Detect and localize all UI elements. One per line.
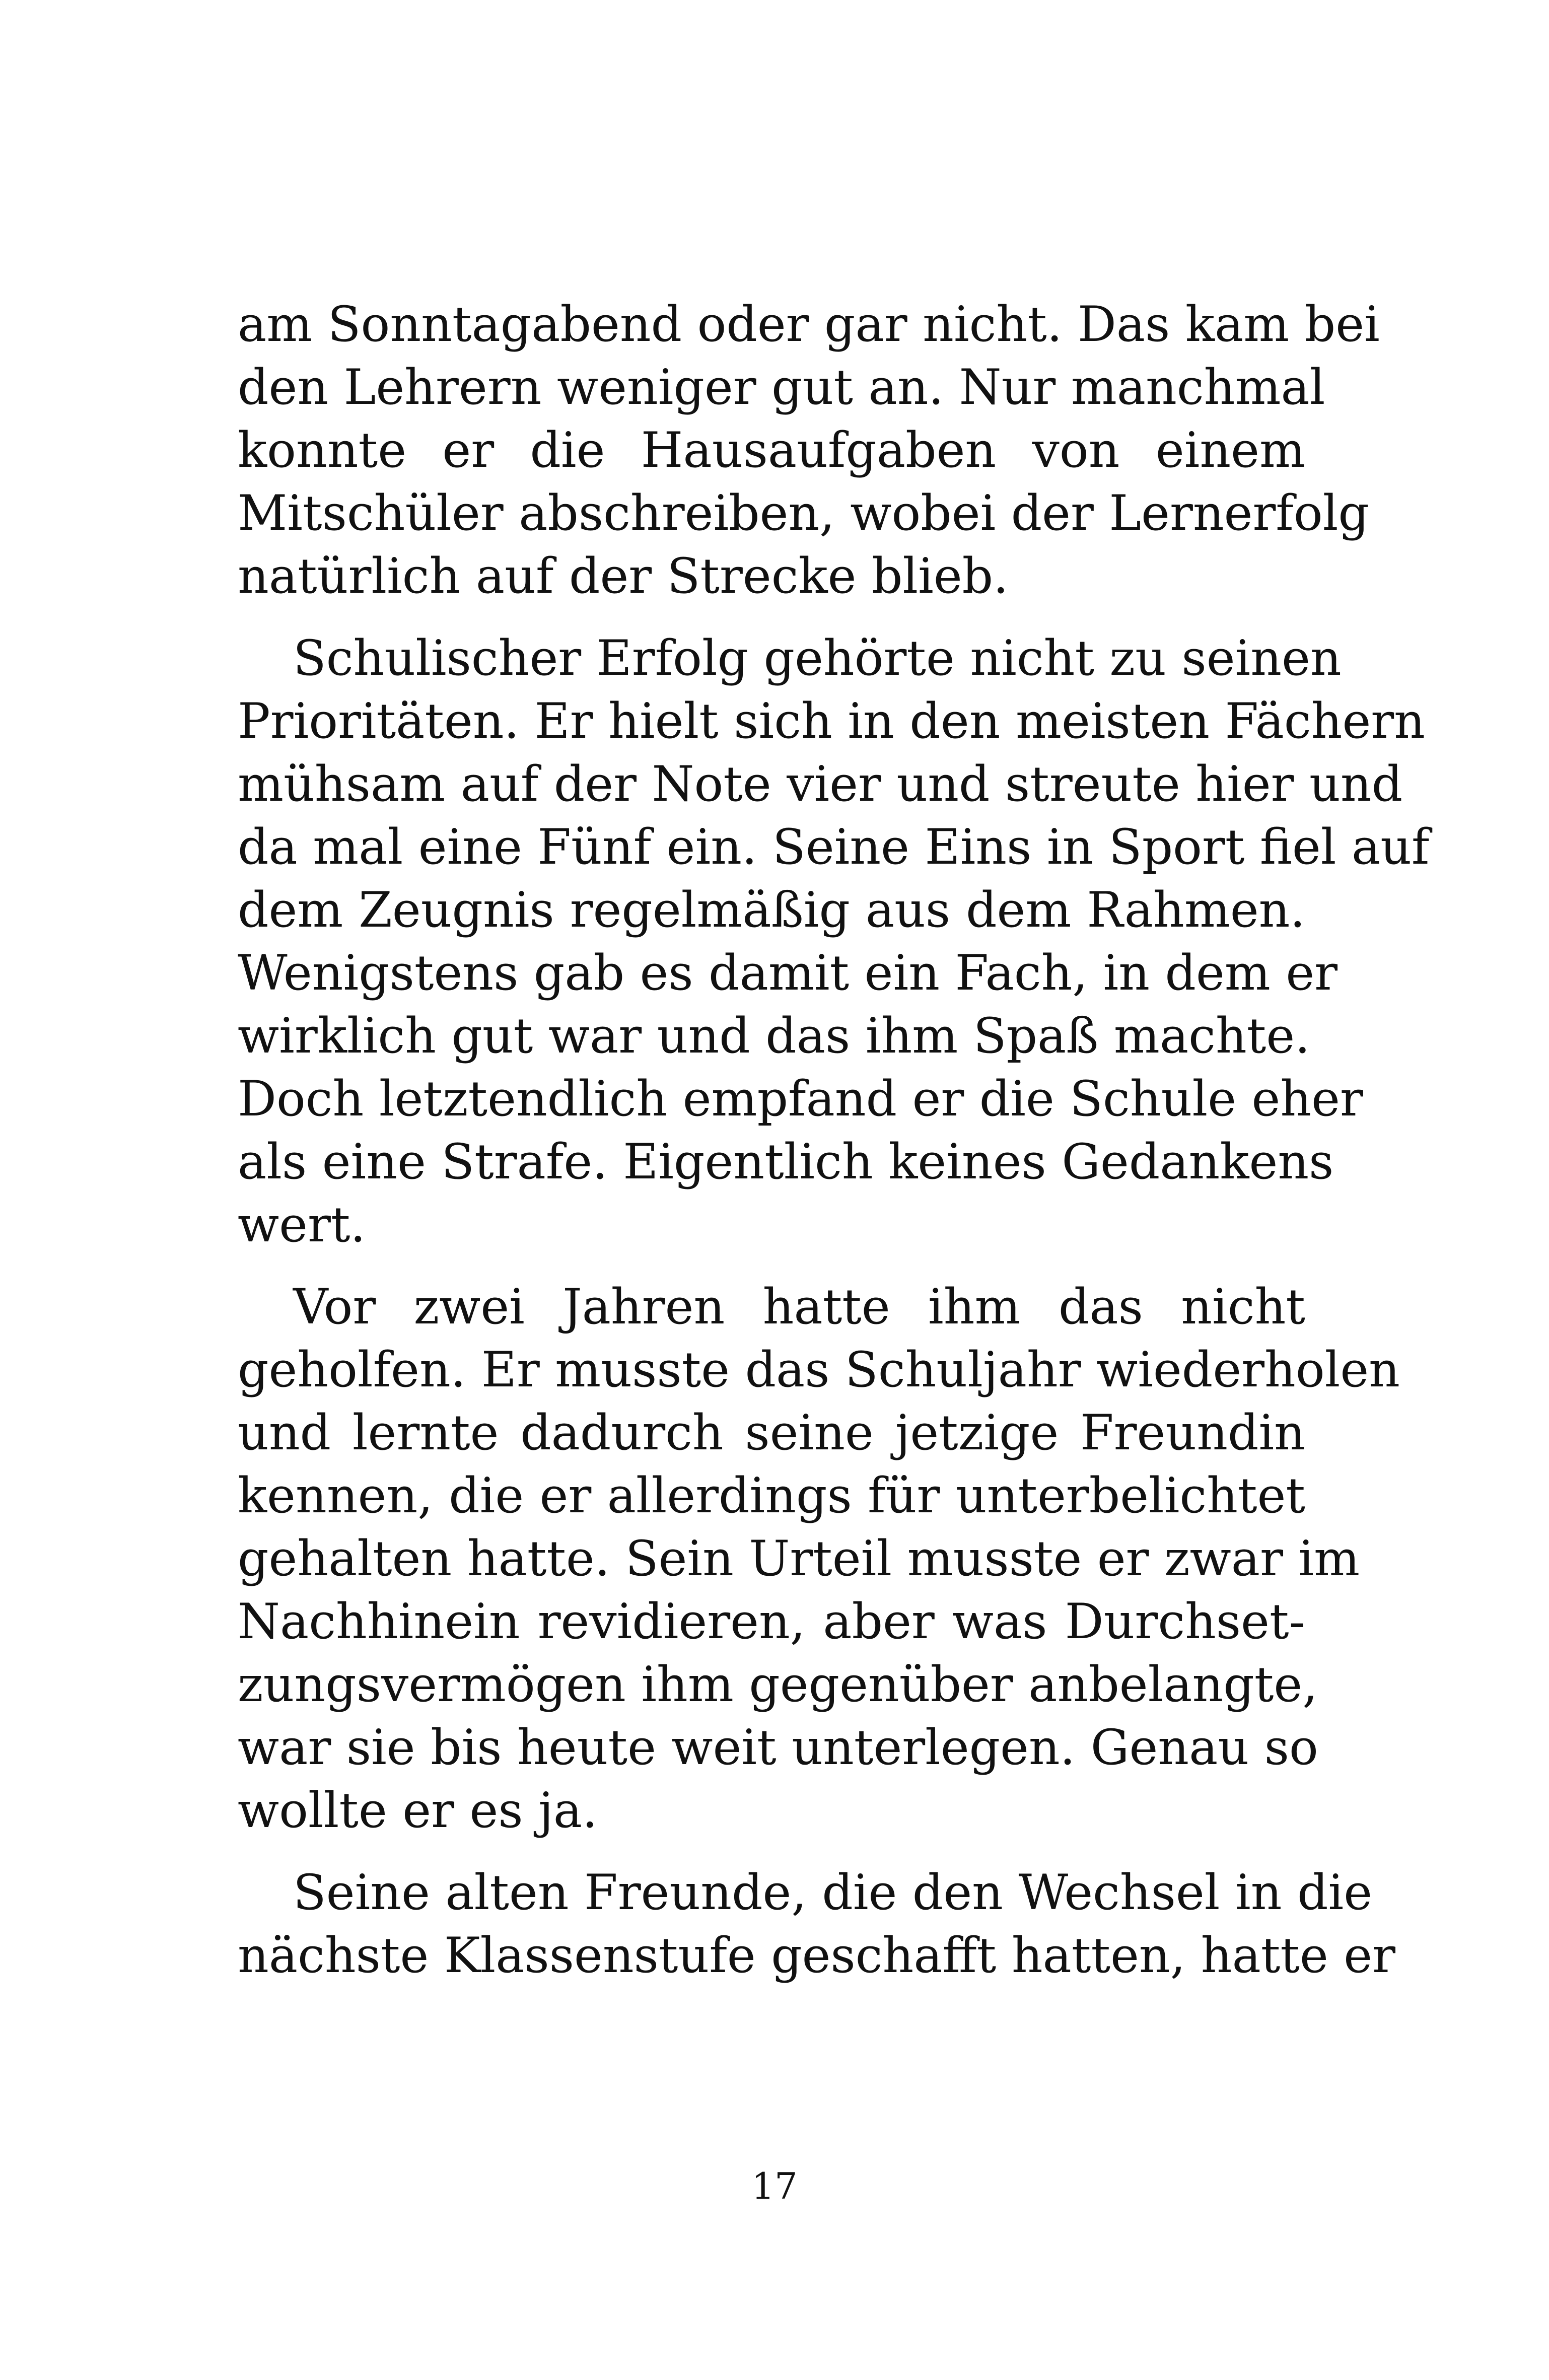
- text-line: Schulischer Erfolg gehörte nicht zu seinen: [293, 630, 1342, 686]
- text-line: den Lehrern weniger gut an. Nur manchmal: [238, 359, 1325, 415]
- text-line: Nachhinein revidieren, aber was Durchset-: [238, 1593, 1305, 1650]
- text-line: zungsvermögen ihm gegenüber anbelangte,: [238, 1656, 1318, 1713]
- paragraph-spacer: [238, 608, 1305, 627]
- text-line: dem Zeugnis regelmäßig aus dem Rahmen.: [238, 882, 1305, 938]
- text-line: Vor zwei Jahren hatte ihm das nicht: [293, 1279, 1305, 1335]
- text-line: wirklich gut war und das ihm Spaß machte.: [238, 1008, 1310, 1064]
- text-line: war sie bis heute weit unterlegen. Genau so: [238, 1719, 1318, 1776]
- text-line: geholfen. Er musste das Schuljahr wiederholen: [238, 1342, 1400, 1398]
- paragraph-spacer: [238, 1256, 1305, 1276]
- paragraph: [238, 1276, 1400, 1842]
- text-line: wert.: [238, 1197, 366, 1253]
- text-line: mühsam auf der Note vier und streute hier und: [238, 756, 1403, 812]
- page-number: 17: [751, 2165, 798, 2207]
- paragraph: [238, 293, 1380, 608]
- text-line: Prioritäten. Er hielt sich in den meisten Fächern: [238, 693, 1425, 749]
- text-line: gehalten hatte. Sein Urteil musste er zwar im: [238, 1530, 1360, 1587]
- text-line: da mal eine Fünf ein. Seine Eins in Sport fiel auf: [238, 819, 1430, 875]
- text-line: Wenigstens gab es damit ein Fach, in dem er: [238, 945, 1338, 1001]
- text-line: Seine alten Freunde, die den Wechsel in die: [293, 1864, 1373, 1921]
- paragraph: [238, 627, 1430, 1256]
- text-line: Doch letztendlich empfand er die Schule eher: [238, 1071, 1363, 1127]
- text-line: als eine Strafe. Eigentlich keines Gedankens: [238, 1134, 1334, 1190]
- paragraph: [238, 1861, 1395, 1987]
- text-line: natürlich auf der Strecke blieb.: [238, 548, 1009, 604]
- body-text: [238, 293, 1430, 1987]
- paragraph-spacer: [238, 1842, 1305, 1861]
- text-line: nächste Klassenstufe geschafft hatten, hatte er: [238, 1927, 1395, 1984]
- text-line: kennen, die er allerdings für unterbelichtet: [238, 1467, 1305, 1524]
- text-line: konnte er die Hausaufgaben von einem: [238, 422, 1305, 478]
- text-line: und lernte dadurch seine jetzige Freundin: [238, 1405, 1305, 1461]
- text-line: wollte er es ja.: [238, 1782, 598, 1839]
- text-line: Mitschüler abschreiben, wobei der Lernerfolg: [238, 485, 1369, 541]
- text-line: am Sonntagabend oder gar nicht. Das kam bei: [238, 296, 1380, 353]
